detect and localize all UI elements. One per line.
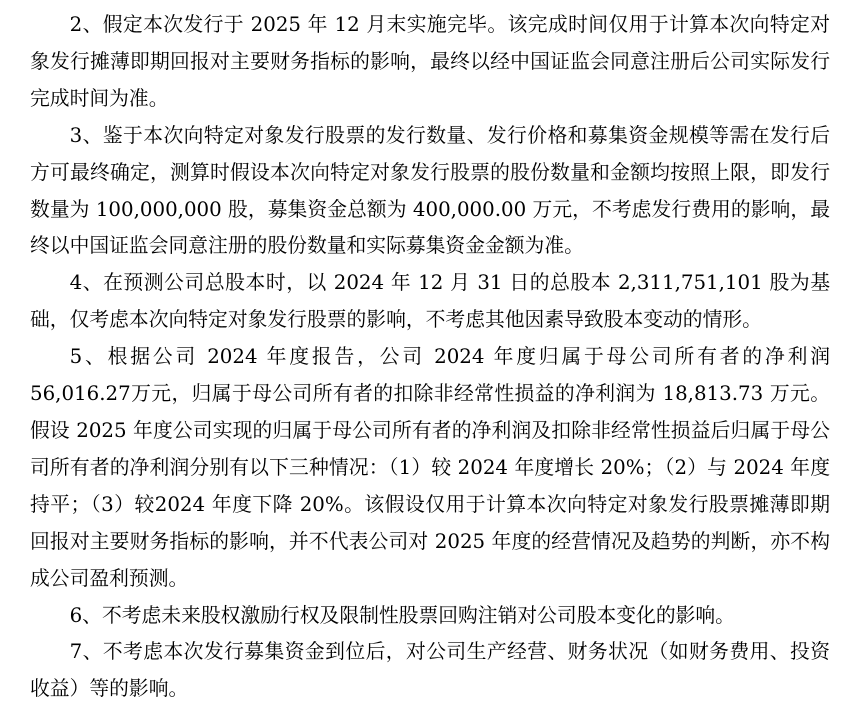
assumption-7-paragraph: [30, 634, 830, 708]
text-line: 方可最终确定，测算时假设本次向特定对象发行股票的股份数量和金额均按照上限，即发: [30, 160, 811, 184]
assumption-3-paragraph: [30, 118, 830, 266]
document-body: [30, 7, 830, 708]
text-line: 考虑本次向特定对象发行股票的影响，不考虑其他因素导致股本变动的情形。: [89, 308, 762, 332]
text-line: 3、鉴于本次向特定对象发行股票的发行数量、发行价格和募集资金规模等需在发行后: [69, 123, 830, 147]
text-line: 以中国证监会同意注册的股份数量和实际募集资金金额为准。: [49, 234, 584, 258]
assumption-5-paragraph: [30, 339, 830, 597]
text-line: 2、假定本次发行于 2025 年 12 月末实施完毕。该完成时间仅用于计算本次向特定对象: [30, 13, 830, 73]
assumption-4-paragraph: [30, 265, 830, 339]
text-line: 发行摊薄即期回报对主要财务指标的影响，最终以经中国证监会同意注册后公司实际发行: [50, 49, 830, 73]
text-line: 收益）等的影响。: [30, 677, 189, 701]
text-line: 万元，归属于母公司所有者的扣除非经常性损益的净利润为 18,813.73 万元。假设 2025 年: [30, 382, 830, 442]
text-line: 4、在预测公司总股本时，以 2024 年 12 月 31 日的总股本 2,311,751,101 股为基础，仅: [30, 271, 830, 332]
text-line: 行数量为 100,000,000 股，募集资金总额为 400,000.00 万元，不考虑发行费用的影响，最终: [30, 160, 830, 258]
text-line: 净利润分别有以下三种情况：（1）较 2024 年度增长 20%；（2）与 2024 年度持平；（3）较: [30, 455, 830, 516]
text-line: 指标的影响，并不代表公司对 2025 年度的经营情况及趋势的判断，亦不构成公司盈利预测。: [30, 529, 830, 590]
assumption-2-paragraph: [30, 7, 830, 118]
text-line: 6、不考虑未来股权激励行权及限制性股票回购注销对公司股本变化的影响。: [69, 603, 735, 627]
text-line: 2024 年度下降 20%。该假设仅用于计算本次向特定对象发行股票摊薄即期回报对主要财务: [30, 492, 830, 553]
text-line: 度公司实现的归属于母公司所有者的净利润及扣除非经常性损益后归属于母公司所有者的: [30, 418, 830, 479]
text-line: 5、根据公司 2024 年度报告，公司 2024 年度归属于母公司所有者的净利润 56,016.27: [30, 345, 830, 406]
text-line: 完成时间为准。: [30, 86, 169, 110]
text-line: 7、不考虑本次发行募集资金到位后，对公司生产经营、财务状况（如财务费用、投资: [69, 640, 830, 664]
assumption-6-paragraph: [30, 598, 830, 635]
